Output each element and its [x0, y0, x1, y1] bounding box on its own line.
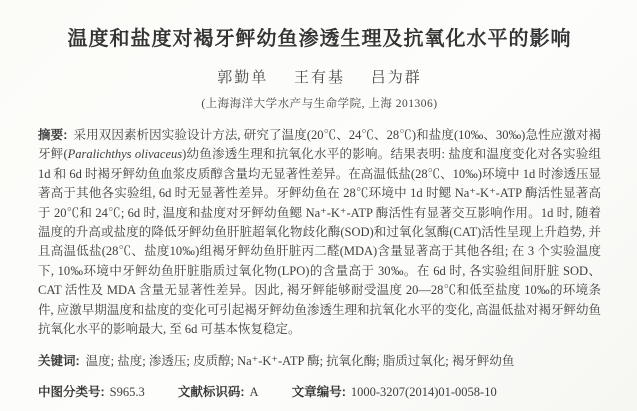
abstract-text-part1: 采用双因素析因实验设计方法, 研究了温度(20℃、24℃、28℃)和盐度(10‰、30‰)急性应激对褐牙鲆: [38, 128, 601, 162]
document-code-value: A: [249, 385, 259, 400]
keywords-text: 温度; 盐度; 渗透压; 皮质醇; Na⁺-K⁺-ATP 酶; 抗氧化酶; 脂质过氧化; 褐牙鲆幼鱼: [85, 353, 515, 368]
abstract-text-part2: 幼鱼渗透生理和抗氧化水平的影响。结果表明: 盐度和温度变化对各实验组 1d 和 6d 时褐牙鲆幼鱼血浆皮质醇含量均无显著性差异。在高温低盐(28℃、10‰)环境中 1d 时渗透压显著高于其他各实验组, 6d 时无显著性差异。牙鲆幼鱼在 28℃环境中 1d 时鳃 Na⁺-K⁺-ATP 酶活性显著高于 20℃和 24℃; 6d 时, 温度和盐度对牙鲆幼鱼鳃 Na⁺-K⁺-ATP 酶活性有显著交互影响作用。1d 时, 随着温度的升高或盐度的降低牙鲆幼鱼肝脏超氧化物歧化酶(SOD)和过氧化氢酶(CAT)活性呈现上升趋势, 并且高温低盐(28℃、盐度10‰)组褐牙鲆幼鱼肝脏丙二醛(MDA)含量显著高于其他各组; 在 3 个实验温度下, 10‰环境中牙鲆幼鱼肝脏脂质过氧化物(LPO)的含量高于 30‰。在 6d 时, 各实验组间肝脏 SOD、CAT 活性及 MDA 含量无显著性差异。因此, 褐牙鲆能够耐受温度 20—28℃和低至盐度 10‰的环境条件, 应激早期温度和盐度的变化可引起褐牙鲆幼鱼渗透生理和抗氧化水平的变化, 高温低盐对褐牙鲆幼鱼抗氧化水平的影响最大, 至 6d 可基本恢复稳定。: [38, 147, 601, 337]
species-paren-open: (: [63, 147, 68, 162]
meta-line: [38, 383, 601, 402]
keywords-line: [38, 352, 601, 371]
article-id-label: 文章编号:: [291, 385, 346, 400]
affiliation: (上海海洋大学水产与生命学院, 上海 201306): [201, 98, 438, 110]
author-line: [38, 66, 601, 87]
article-id: [292, 385, 497, 399]
species-latin-name: Paralichthys olivaceus: [67, 147, 183, 162]
author-name: 吕为群: [370, 70, 422, 86]
species-paren-close: ): [182, 147, 187, 162]
author-name: 郭勤单: [217, 70, 269, 86]
clc-label: 中图分类号:: [38, 385, 105, 400]
abstract-paragraph: [38, 126, 601, 339]
clc-number: [38, 385, 145, 399]
document-code-label: 文献标识码:: [177, 385, 245, 400]
clc-value: S965.3: [109, 385, 145, 400]
keywords-label: 关键词:: [38, 353, 80, 368]
abstract-label: 摘要:: [38, 128, 68, 142]
author-name: 王有基: [293, 70, 345, 86]
article-id-value: 1000-3207(2014)01-0058-10: [350, 385, 497, 400]
paper-title: 温度和盐度对褐牙鲆幼鱼渗透生理及抗氧化水平的影响: [67, 28, 572, 50]
document-code: [178, 385, 259, 399]
